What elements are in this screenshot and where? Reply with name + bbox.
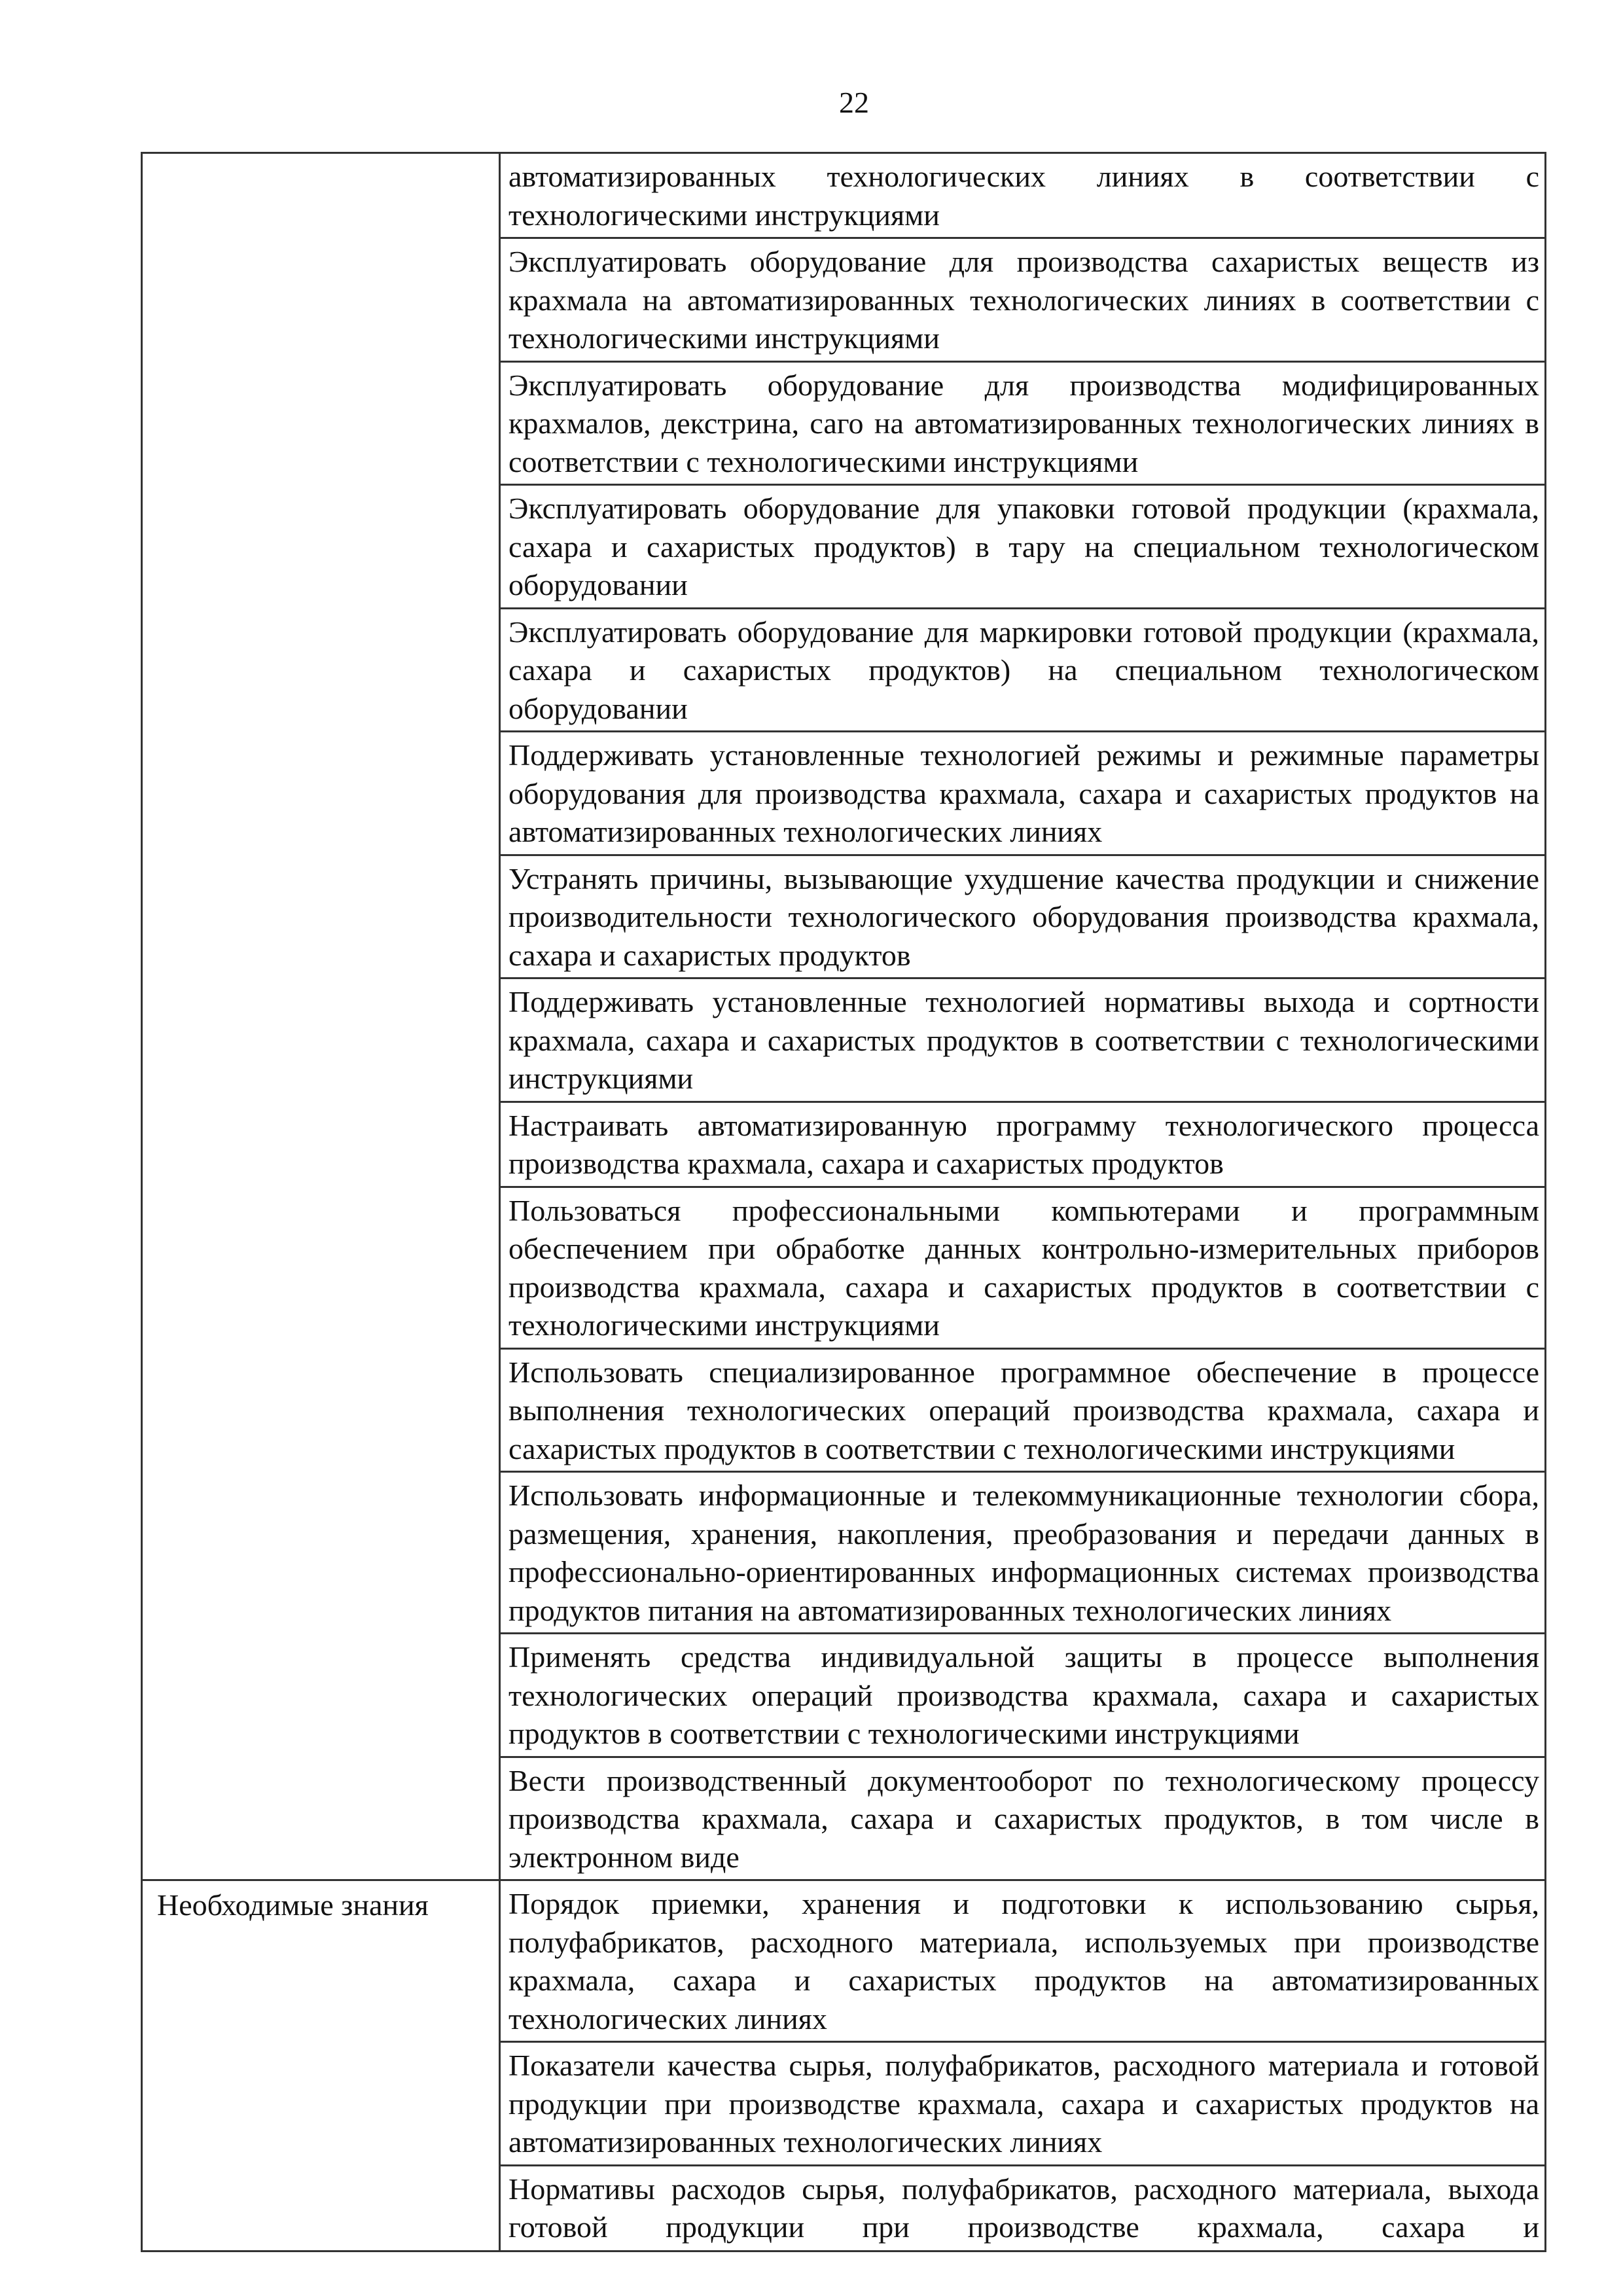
skill-item: Эксплуатировать оборудование для упаковки готовой продукции (крахмала, сахара и сахаристых продуктов) в тару на специальном технологическом оборудовании xyxy=(500,485,1546,609)
competency-table xyxy=(141,152,1546,2252)
skill-item: Применять средства индивидуальной защиты в процессе выполнения технологических операций производства крахмала, сахара и сахаристых продуктов в соответствии с технологическими инструкциями xyxy=(500,1634,1546,1757)
table-row xyxy=(142,1880,1546,2042)
skills-label-cell xyxy=(142,153,500,1880)
skill-item: Использовать специализированное программное обеспечение в процессе выполнения технологических операций производства крахмала, сахара и сахаристых продуктов в соответствии с технологическими инструкциями xyxy=(500,1348,1546,1472)
skill-item: Пользоваться профессиональными компьютерами и программным обеспечением при обработке данных контрольно-измерительных приборов производства крахмала, сахара и сахаристых продуктов в соответствии с технологическими инструкциями xyxy=(500,1187,1546,1348)
knowledge-item: Порядок приемки, хранения и подготовки к использованию сырья, полуфабрикатов, расходного материала, используемых при производстве крахмала, сахара и сахаристых продуктов на автоматизированных технологических линиях xyxy=(500,1880,1546,2042)
knowledge-item xyxy=(500,2165,1546,2251)
skill-item: Поддерживать установленные технологией режимы и режимные параметры оборудования для производства крахмала, сахара и сахаристых продуктов на автоматизированных технологических линиях xyxy=(500,732,1546,855)
skill-item: Эксплуатировать оборудование для производства модифицированных крахмалов, декстрина, саго на автоматизированных технологических линиях в соответствии с технологическими инструкциями xyxy=(500,361,1546,485)
skill-item: Эксплуатировать оборудование для маркировки готовой продукции (крахмала, сахара и сахаристых продуктов) на специальном технологическом оборудовании xyxy=(500,608,1546,732)
table-row xyxy=(142,153,1546,238)
knowledge-item: Показатели качества сырья, полуфабрикатов, расходного материала и готовой продукции при производстве крахмала, сахара и сахаристых продуктов на автоматизированных технологических линиях xyxy=(500,2042,1546,2166)
skill-item: Настраивать автоматизированную программу технологического процесса производства крахмала, сахара и сахаристых продуктов xyxy=(500,1102,1546,1187)
page-number: 22 xyxy=(839,86,869,119)
skill-item: Поддерживать установленные технологией нормативы выхода и сортности крахмала, сахара и сахаристых продуктов в соответствии с технологическими инструкциями xyxy=(500,978,1546,1102)
knowledge-label: Необходимые знания xyxy=(142,1880,500,2251)
skill-item: Эксплуатировать оборудование для производства сахаристых веществ из крахмала на автоматизированных технологических линиях в соответствии с технологическими инструкциями xyxy=(500,238,1546,362)
knowledge-item-text: Нормативы расходов сырья, полуфабрикатов, расходного материала, выхода готовой продукции при производстве крахмала, сахара и xyxy=(508,2172,1539,2244)
skill-item: Устранять причины, вызывающие ухудшение качества продукции и снижение производительности технологического оборудования производства крахмала, сахара и сахаристых продуктов xyxy=(500,855,1546,978)
skill-item: Использовать информационные и телекоммуникационные технологии сбора, размещения, хранения, накопления, преобразования и передачи данных в профессионально-ориентированных информационных системах производства продуктов питания на автоматизированных технологических линиях xyxy=(500,1472,1546,1634)
skill-item: автоматизированных технологических линиях в соответствии с технологическими инструкциями xyxy=(500,153,1546,238)
skill-item: Вести производственный документооборот по технологическому процессу производства крахмала, сахара и сахаристых продуктов, в том числе в электронном виде xyxy=(500,1757,1546,1880)
